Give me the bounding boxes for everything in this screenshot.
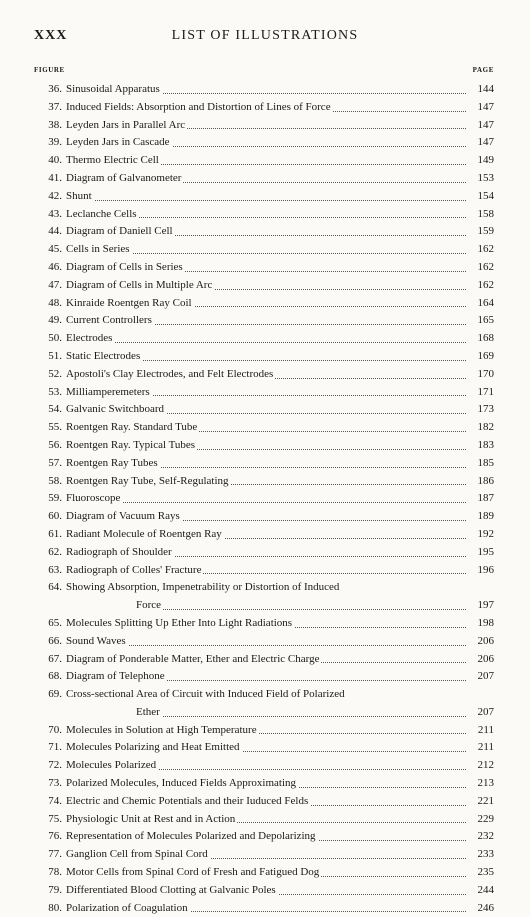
figure-number: 51. <box>48 349 62 362</box>
page-number: 185 <box>477 456 494 469</box>
figure-number: 55. <box>48 421 62 434</box>
figure-number: 74. <box>48 794 62 807</box>
page-number: 197 <box>477 599 494 612</box>
figure-title-line <box>66 241 466 259</box>
page-number: 153 <box>477 171 494 184</box>
figure-number: 73. <box>48 777 62 790</box>
page-number: 144 <box>477 83 494 95</box>
page-number: 207 <box>477 670 494 683</box>
list-item <box>34 757 494 775</box>
figure-title-line <box>66 793 466 811</box>
figure-title: Motor Cells from Spinal Cord of Fresh and Fatigued Dog <box>66 866 320 879</box>
page-number: 221 <box>477 794 494 807</box>
list-item <box>34 828 494 846</box>
figure-number: 72. <box>48 759 62 772</box>
figure-title: Polarized Molecules, Induced Fields Approximating <box>66 777 297 790</box>
figure-number: 64. <box>48 581 62 594</box>
list-item <box>34 419 494 437</box>
figure-number: 56. <box>48 438 62 451</box>
page-number: 158 <box>477 207 494 220</box>
page-number: 147 <box>477 136 494 149</box>
page-number: 164 <box>477 296 494 309</box>
figure-title: Leyden Jars in Cascade <box>66 136 170 149</box>
figure-number: 44. <box>48 225 62 238</box>
list-item <box>34 882 494 900</box>
figure-title: Roentgen Ray Tube, Self-Regulating <box>66 474 229 487</box>
page-number: 169 <box>477 349 494 362</box>
figure-number: 61. <box>48 527 62 540</box>
list-item <box>34 170 494 188</box>
list-item <box>34 134 494 152</box>
page-number: 212 <box>477 759 494 772</box>
list-item <box>34 579 494 615</box>
list-item <box>34 864 494 882</box>
figure-title-line <box>66 188 466 206</box>
figure-title: Static Electrodes <box>66 349 141 362</box>
figure-number: 42. <box>48 189 62 202</box>
list-item <box>34 259 494 277</box>
list-item <box>34 117 494 135</box>
page-number: 171 <box>477 385 494 398</box>
page-number: 149 <box>477 154 494 167</box>
figure-title-line <box>66 828 466 846</box>
figure-title-line <box>66 775 466 793</box>
figure-number: 63. <box>48 563 62 576</box>
figure-number: 39. <box>48 136 62 149</box>
figure-title: Leclanche Cells <box>66 207 137 220</box>
figure-title: Fluoroscope <box>66 492 121 505</box>
figure-number: 47. <box>48 278 62 291</box>
figure-title: Current Controllers <box>66 314 152 327</box>
page-number: 246 <box>477 901 494 914</box>
figure-title: Thermo Electric Cell <box>66 154 159 167</box>
figure-title: Sinusoidal Apparatus <box>66 83 160 95</box>
page-number: 187 <box>477 492 494 505</box>
dot-leader <box>66 200 466 201</box>
page-number: 206 <box>477 634 494 647</box>
figure-title-line <box>66 900 466 917</box>
figure-title: Molecules Polarized <box>66 759 157 772</box>
figure-number: 69. <box>48 688 62 701</box>
figure-title: Electric and Chemic Potentials and their Iuduced Felds <box>66 794 309 807</box>
figure-number: 71. <box>48 741 62 754</box>
figure-title-line <box>66 348 466 366</box>
figure-title: Polarization of Coagulation <box>66 901 188 914</box>
figure-title: Radiograph of Shoulder <box>66 545 172 558</box>
list-item <box>34 206 494 224</box>
list-item <box>34 793 494 811</box>
list-item <box>34 277 494 295</box>
figure-title: Diagram of Daniell Cell <box>66 225 173 238</box>
figure-number: 68. <box>48 670 62 683</box>
figure-title: Physiologic Unit at Rest and in Action <box>66 812 236 825</box>
page-column-header: PAGE <box>472 66 494 74</box>
running-header <box>34 28 496 48</box>
column-headers <box>34 66 494 78</box>
figure-number: 77. <box>48 848 62 861</box>
list-item <box>34 615 494 633</box>
figure-title: Ganglion Cell from Spinal Cord <box>66 848 208 861</box>
page-number: 147 <box>477 100 494 113</box>
figure-title: Molecules in Solution at High Temperature <box>66 723 257 736</box>
list-item <box>34 473 494 491</box>
figure-title-line <box>66 722 466 740</box>
list-item <box>34 295 494 313</box>
figure-number: 54. <box>48 403 62 416</box>
figure-title: Cross-sectional Area of Circuit with Induced Field of Polarized <box>66 688 345 701</box>
list-item <box>34 437 494 455</box>
figure-title: Diagram of Cells in Multiple Arc <box>66 278 213 291</box>
list-item <box>34 633 494 651</box>
page-number: 198 <box>477 616 494 629</box>
figure-title-line <box>66 366 466 384</box>
page-number: 162 <box>477 243 494 256</box>
figure-title: Roentgen Ray Tubes <box>66 456 158 469</box>
figure-title: Radiograph of Colles' Fracture <box>66 563 202 576</box>
figure-title: Diagram of Telephone <box>66 670 165 683</box>
figure-title-line <box>66 668 466 686</box>
list-item <box>34 490 494 508</box>
figure-title-continued <box>66 704 466 722</box>
figure-title-line <box>66 882 466 900</box>
list-item <box>34 775 494 793</box>
page-number: 195 <box>477 545 494 558</box>
figure-number: 78. <box>48 866 62 879</box>
list-item <box>34 312 494 330</box>
figure-title: Induced Fields: Absorption and Distortion of Lines of Force <box>66 100 331 113</box>
list-item <box>34 401 494 419</box>
figure-title: Apostoli's Clay Electrodes, and Felt Electrodes <box>66 367 274 380</box>
page-number: 182 <box>477 421 494 434</box>
figure-title-line <box>66 739 466 757</box>
list-item <box>34 686 494 722</box>
figure-title-line <box>66 134 466 152</box>
page-number: 165 <box>477 314 494 327</box>
figure-number: 49. <box>48 314 62 327</box>
figure-title-continuation: Force <box>136 599 162 612</box>
page-number: 196 <box>477 563 494 576</box>
figure-title: Leyden Jars in Parallel Arc <box>66 118 186 131</box>
figure-number: 43. <box>48 207 62 220</box>
figure-number: 62. <box>48 545 62 558</box>
page-number: 233 <box>477 848 494 861</box>
page-number: 168 <box>477 332 494 345</box>
list-item <box>34 348 494 366</box>
page-number: 162 <box>477 278 494 291</box>
list-item <box>34 99 494 117</box>
figure-number: 59. <box>48 492 62 505</box>
page-number: 211 <box>477 741 494 754</box>
figure-number: 45. <box>48 243 62 256</box>
figure-title-line <box>66 473 466 491</box>
figure-number: 80. <box>48 901 62 914</box>
figure-title: Diagram of Galvanometer <box>66 171 182 184</box>
page-number: 162 <box>477 260 494 273</box>
figure-title: Differentiated Blood Clotting at Galvanic Poles <box>66 883 276 896</box>
figure-number: 38. <box>48 118 62 131</box>
figure-title-line <box>66 455 466 473</box>
figure-title-line <box>66 117 466 135</box>
figure-number: 52. <box>48 367 62 380</box>
page-number: 147 <box>477 118 494 131</box>
list-item <box>34 846 494 864</box>
page-number: 192 <box>477 527 494 540</box>
figure-number: 79. <box>48 883 62 896</box>
figure-number: 67. <box>48 652 62 665</box>
page-number: 235 <box>477 866 494 879</box>
page-number: 170 <box>477 367 494 380</box>
page-number: 244 <box>477 883 494 896</box>
figure-title-line <box>66 81 466 99</box>
page-title: LIST OF ILLUSTRATIONS <box>171 28 359 43</box>
figure-number: 40. <box>48 154 62 167</box>
figure-title-line <box>66 846 466 864</box>
page-number: 232 <box>477 830 494 843</box>
dot-leader <box>66 342 466 343</box>
figure-title-line <box>66 277 466 295</box>
figure-title-line <box>66 490 466 508</box>
list-item <box>34 223 494 241</box>
figure-title-line <box>66 508 466 526</box>
dot-leader <box>66 502 466 503</box>
page-number: 189 <box>477 510 494 523</box>
figure-number: 41. <box>48 171 62 184</box>
figure-title-continuation: Ether <box>136 705 160 718</box>
figure-title-line <box>66 757 466 775</box>
figure-number: 57. <box>48 456 62 469</box>
figure-title-line <box>66 615 466 633</box>
page-number: 206 <box>477 652 494 665</box>
figure-title: Milliamperemeters <box>66 385 150 398</box>
figure-title-line <box>66 99 466 117</box>
dot-leader <box>136 716 466 717</box>
list-item <box>34 544 494 562</box>
list-item <box>34 668 494 686</box>
figure-title-line <box>66 152 466 170</box>
page-number: 173 <box>477 403 494 416</box>
figure-title: Electrodes <box>66 332 113 345</box>
list-item <box>34 562 494 580</box>
illustration-list <box>34 81 494 917</box>
figure-title: Molecules Polarizing and Heat Emitted <box>66 741 240 754</box>
page-number: 154 <box>477 189 494 202</box>
figure-title: Sound Waves <box>66 634 126 647</box>
list-item <box>34 330 494 348</box>
page-number-roman: XXX <box>34 28 68 43</box>
page-number: 211 <box>477 723 494 736</box>
figure-title-line <box>66 384 466 402</box>
list-item <box>34 900 494 917</box>
figure-number: 70. <box>48 723 62 736</box>
page-number: 183 <box>477 438 494 451</box>
list-item <box>34 739 494 757</box>
figure-title: Cells in Series <box>66 243 130 256</box>
figure-title-line <box>66 864 466 882</box>
dot-leader <box>136 609 466 610</box>
page-number: 229 <box>477 812 494 825</box>
figure-number: 60. <box>48 510 62 523</box>
figure-title: Diagram of Ponderable Matter, Ether and Electric Charge <box>66 652 320 665</box>
list-item <box>34 366 494 384</box>
figure-title: Roentgen Ray. Typical Tubes <box>66 438 196 451</box>
figure-number: 37. <box>48 100 62 113</box>
figure-number: 50. <box>48 332 62 345</box>
figure-title-line <box>66 330 466 348</box>
list-item <box>34 722 494 740</box>
figure-title-line <box>66 633 466 651</box>
figure-title: Shunt <box>66 189 92 202</box>
figure-number: 75. <box>48 812 62 825</box>
figure-title-line <box>66 223 466 241</box>
figure-number: 76. <box>48 830 62 843</box>
figure-number: 66. <box>48 634 62 647</box>
list-item <box>34 188 494 206</box>
list-item <box>34 241 494 259</box>
list-item <box>34 81 494 99</box>
figure-number: 65. <box>48 616 62 629</box>
figure-number: 58. <box>48 474 62 487</box>
figure-title-line <box>66 526 466 544</box>
figure-title: Molecules Splitting Up Ether Into Light Radiations <box>66 616 293 629</box>
figure-number: 48. <box>48 296 62 309</box>
page-number: 186 <box>477 474 494 487</box>
figure-title: Galvanic Switchboard <box>66 403 165 416</box>
figure-title-line <box>66 544 466 562</box>
figure-title-line <box>66 312 466 330</box>
figure-title-line <box>66 437 466 455</box>
figure-title-line <box>66 401 466 419</box>
list-item <box>34 651 494 669</box>
figure-column-header: FIGURE <box>34 66 65 74</box>
figure-number: 53. <box>48 385 62 398</box>
page-number: 213 <box>477 777 494 790</box>
page-number: 159 <box>477 225 494 238</box>
page-number: 207 <box>477 705 494 718</box>
list-item <box>34 152 494 170</box>
figure-title-line <box>66 170 466 188</box>
figure-title: Radiant Molecule of Roentgen Ray <box>66 527 222 540</box>
list-item <box>34 455 494 473</box>
list-item <box>34 526 494 544</box>
list-item <box>34 384 494 402</box>
figure-title-line <box>66 259 466 277</box>
list-item <box>34 508 494 526</box>
figure-title: Roentgen Ray. Standard Tube <box>66 421 198 434</box>
figure-title-line <box>66 562 466 580</box>
figure-title-line <box>66 419 466 437</box>
figure-number: 36. <box>48 83 62 95</box>
figure-title: Representation of Molecules Polarized and Depolarizing <box>66 830 316 843</box>
figure-title-line <box>66 295 466 313</box>
figure-title: Showing Absorption, Impenetrability or Distortion of Induced <box>66 581 340 594</box>
figure-title-line <box>66 651 466 669</box>
figure-title: Diagram of Vacuum Rays <box>66 510 180 523</box>
figure-number: 46. <box>48 260 62 273</box>
figure-title-line <box>66 206 466 224</box>
figure-title-continued <box>66 597 466 615</box>
figure-title: Diagram of Cells in Series <box>66 260 183 273</box>
figure-title: Kinraide Roentgen Ray Coil <box>66 296 192 309</box>
